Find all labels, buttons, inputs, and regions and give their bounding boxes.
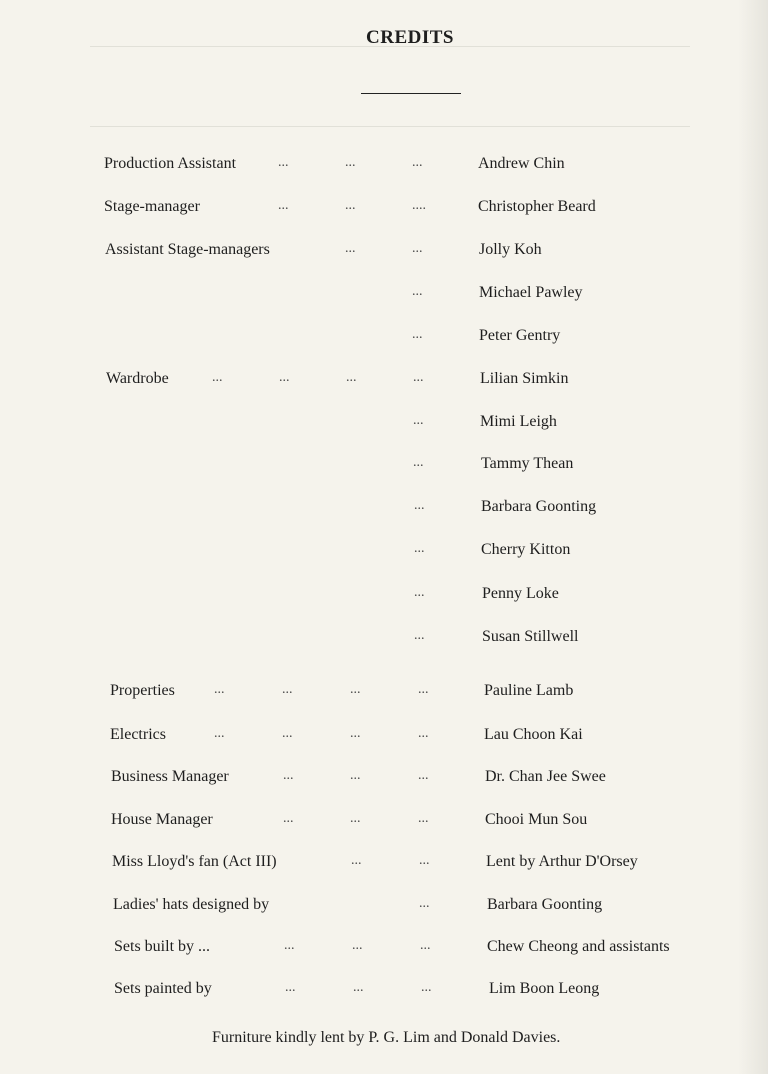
credit-name: Peter Gentry	[479, 327, 561, 344]
leader-dots: ...	[414, 541, 425, 556]
leader-dots: ...	[350, 811, 361, 826]
credit-role: Sets built by ...	[114, 938, 211, 955]
credit-name: Penny Loke	[482, 585, 559, 602]
title-rule	[361, 93, 461, 94]
credit-row	[0, 682, 768, 706]
leader-dots: ...	[418, 682, 429, 697]
credit-name: Lent by Arthur D'Orsey	[486, 853, 638, 870]
page-title: CREDITS	[366, 27, 454, 48]
credit-role: Sets painted by	[114, 980, 212, 997]
footer-note: Furniture kindly lent by P. G. Lim and Donald Davies.	[212, 1029, 561, 1046]
credit-name: Michael Pawley	[479, 284, 583, 301]
credit-row	[0, 541, 768, 565]
leader-dots: ...	[345, 198, 356, 213]
leader-dots: ...	[421, 980, 432, 995]
credit-name: Barbara Goonting	[487, 896, 603, 913]
credit-name: Chooi Mun Sou	[485, 811, 588, 828]
leader-dots: ...	[350, 682, 361, 697]
leader-dots: ...	[283, 811, 294, 826]
leader-dots: ...	[346, 370, 357, 385]
credit-role: Stage-manager	[104, 198, 200, 215]
credit-role: Miss Lloyd's fan (Act III)	[112, 853, 277, 870]
credit-row	[0, 726, 768, 750]
leader-dots: ...	[412, 241, 423, 256]
leader-dots: ...	[413, 455, 424, 470]
leader-dots: ...	[214, 726, 225, 741]
credit-row	[0, 155, 768, 179]
credit-name: Susan Stillwell	[482, 628, 579, 645]
credit-name: Lim Boon Leong	[489, 980, 600, 997]
leader-dots: ...	[278, 155, 289, 170]
leader-dots: ...	[350, 726, 361, 741]
credit-role: Electrics	[110, 726, 166, 743]
leader-dots: ...	[419, 896, 430, 911]
leader-dots: ...	[345, 155, 356, 170]
leader-dots: ...	[350, 768, 361, 783]
credit-name: Christopher Beard	[478, 198, 596, 215]
credit-name: Andrew Chin	[478, 155, 565, 172]
credit-row	[0, 198, 768, 222]
leader-dots: ...	[283, 768, 294, 783]
credit-name: Lilian Simkin	[480, 370, 569, 387]
credit-role: Ladies' hats designed by	[113, 896, 270, 913]
credit-role: House Manager	[111, 811, 213, 828]
credit-row	[0, 768, 768, 792]
leader-dots: ...	[419, 853, 430, 868]
leader-dots: ...	[418, 768, 429, 783]
credit-name: Jolly Koh	[479, 241, 542, 258]
credit-name: Cherry Kitton	[481, 541, 571, 558]
credit-row	[0, 896, 768, 920]
credit-row	[0, 370, 768, 394]
leader-dots: ...	[418, 726, 429, 741]
leader-dots: ...	[414, 628, 425, 643]
credit-name: Tammy Thean	[481, 455, 574, 472]
credit-name: Mimi Leigh	[480, 413, 557, 430]
leader-dots: ...	[351, 853, 362, 868]
credit-row	[0, 585, 768, 609]
credit-row	[0, 241, 768, 265]
credit-name: Dr. Chan Jee Swee	[485, 768, 606, 785]
credit-row	[0, 413, 768, 437]
credit-role: Business Manager	[111, 768, 229, 785]
leader-dots: ...	[352, 938, 363, 953]
leader-dots: ...	[412, 284, 423, 299]
credit-role: Properties	[110, 682, 175, 699]
leader-dots: ...	[414, 498, 425, 513]
leader-dots: ...	[212, 370, 223, 385]
credit-name: Lau Choon Kai	[484, 726, 583, 743]
leader-dots: ...	[284, 938, 295, 953]
credit-row	[0, 938, 768, 962]
credit-role: Wardrobe	[106, 370, 169, 387]
credit-row	[0, 455, 768, 479]
credit-name: Barbara Goonting	[481, 498, 597, 515]
credit-role: Assistant Stage-managers	[105, 241, 270, 258]
leader-dots: ...	[414, 585, 425, 600]
credit-row	[0, 284, 768, 308]
bleed-through-line	[90, 126, 690, 127]
credit-row	[0, 853, 768, 877]
credit-row	[0, 811, 768, 835]
leader-dots: ...	[412, 327, 423, 342]
leader-dots: ...	[413, 370, 424, 385]
leader-dots: ...	[353, 980, 364, 995]
leader-dots: ...	[279, 370, 290, 385]
credit-row	[0, 980, 768, 1004]
leader-dots: ...	[278, 198, 289, 213]
credit-row	[0, 498, 768, 522]
credit-name: Pauline Lamb	[484, 682, 574, 699]
credit-role: Production Assistant	[104, 155, 237, 172]
leader-dots: ...	[412, 155, 423, 170]
leader-dots: ...	[418, 811, 429, 826]
leader-dots: ...	[285, 980, 296, 995]
credit-row	[0, 327, 768, 351]
leader-dots: ...	[345, 241, 356, 256]
leader-dots: ...	[282, 682, 293, 697]
leader-dots: ...	[214, 682, 225, 697]
leader-dots: ...	[282, 726, 293, 741]
leader-dots: ....	[412, 198, 426, 213]
credit-row	[0, 628, 768, 652]
leader-dots: ...	[413, 413, 424, 428]
credit-name: Chew Cheong and assistants	[487, 938, 670, 955]
leader-dots: ...	[420, 938, 431, 953]
